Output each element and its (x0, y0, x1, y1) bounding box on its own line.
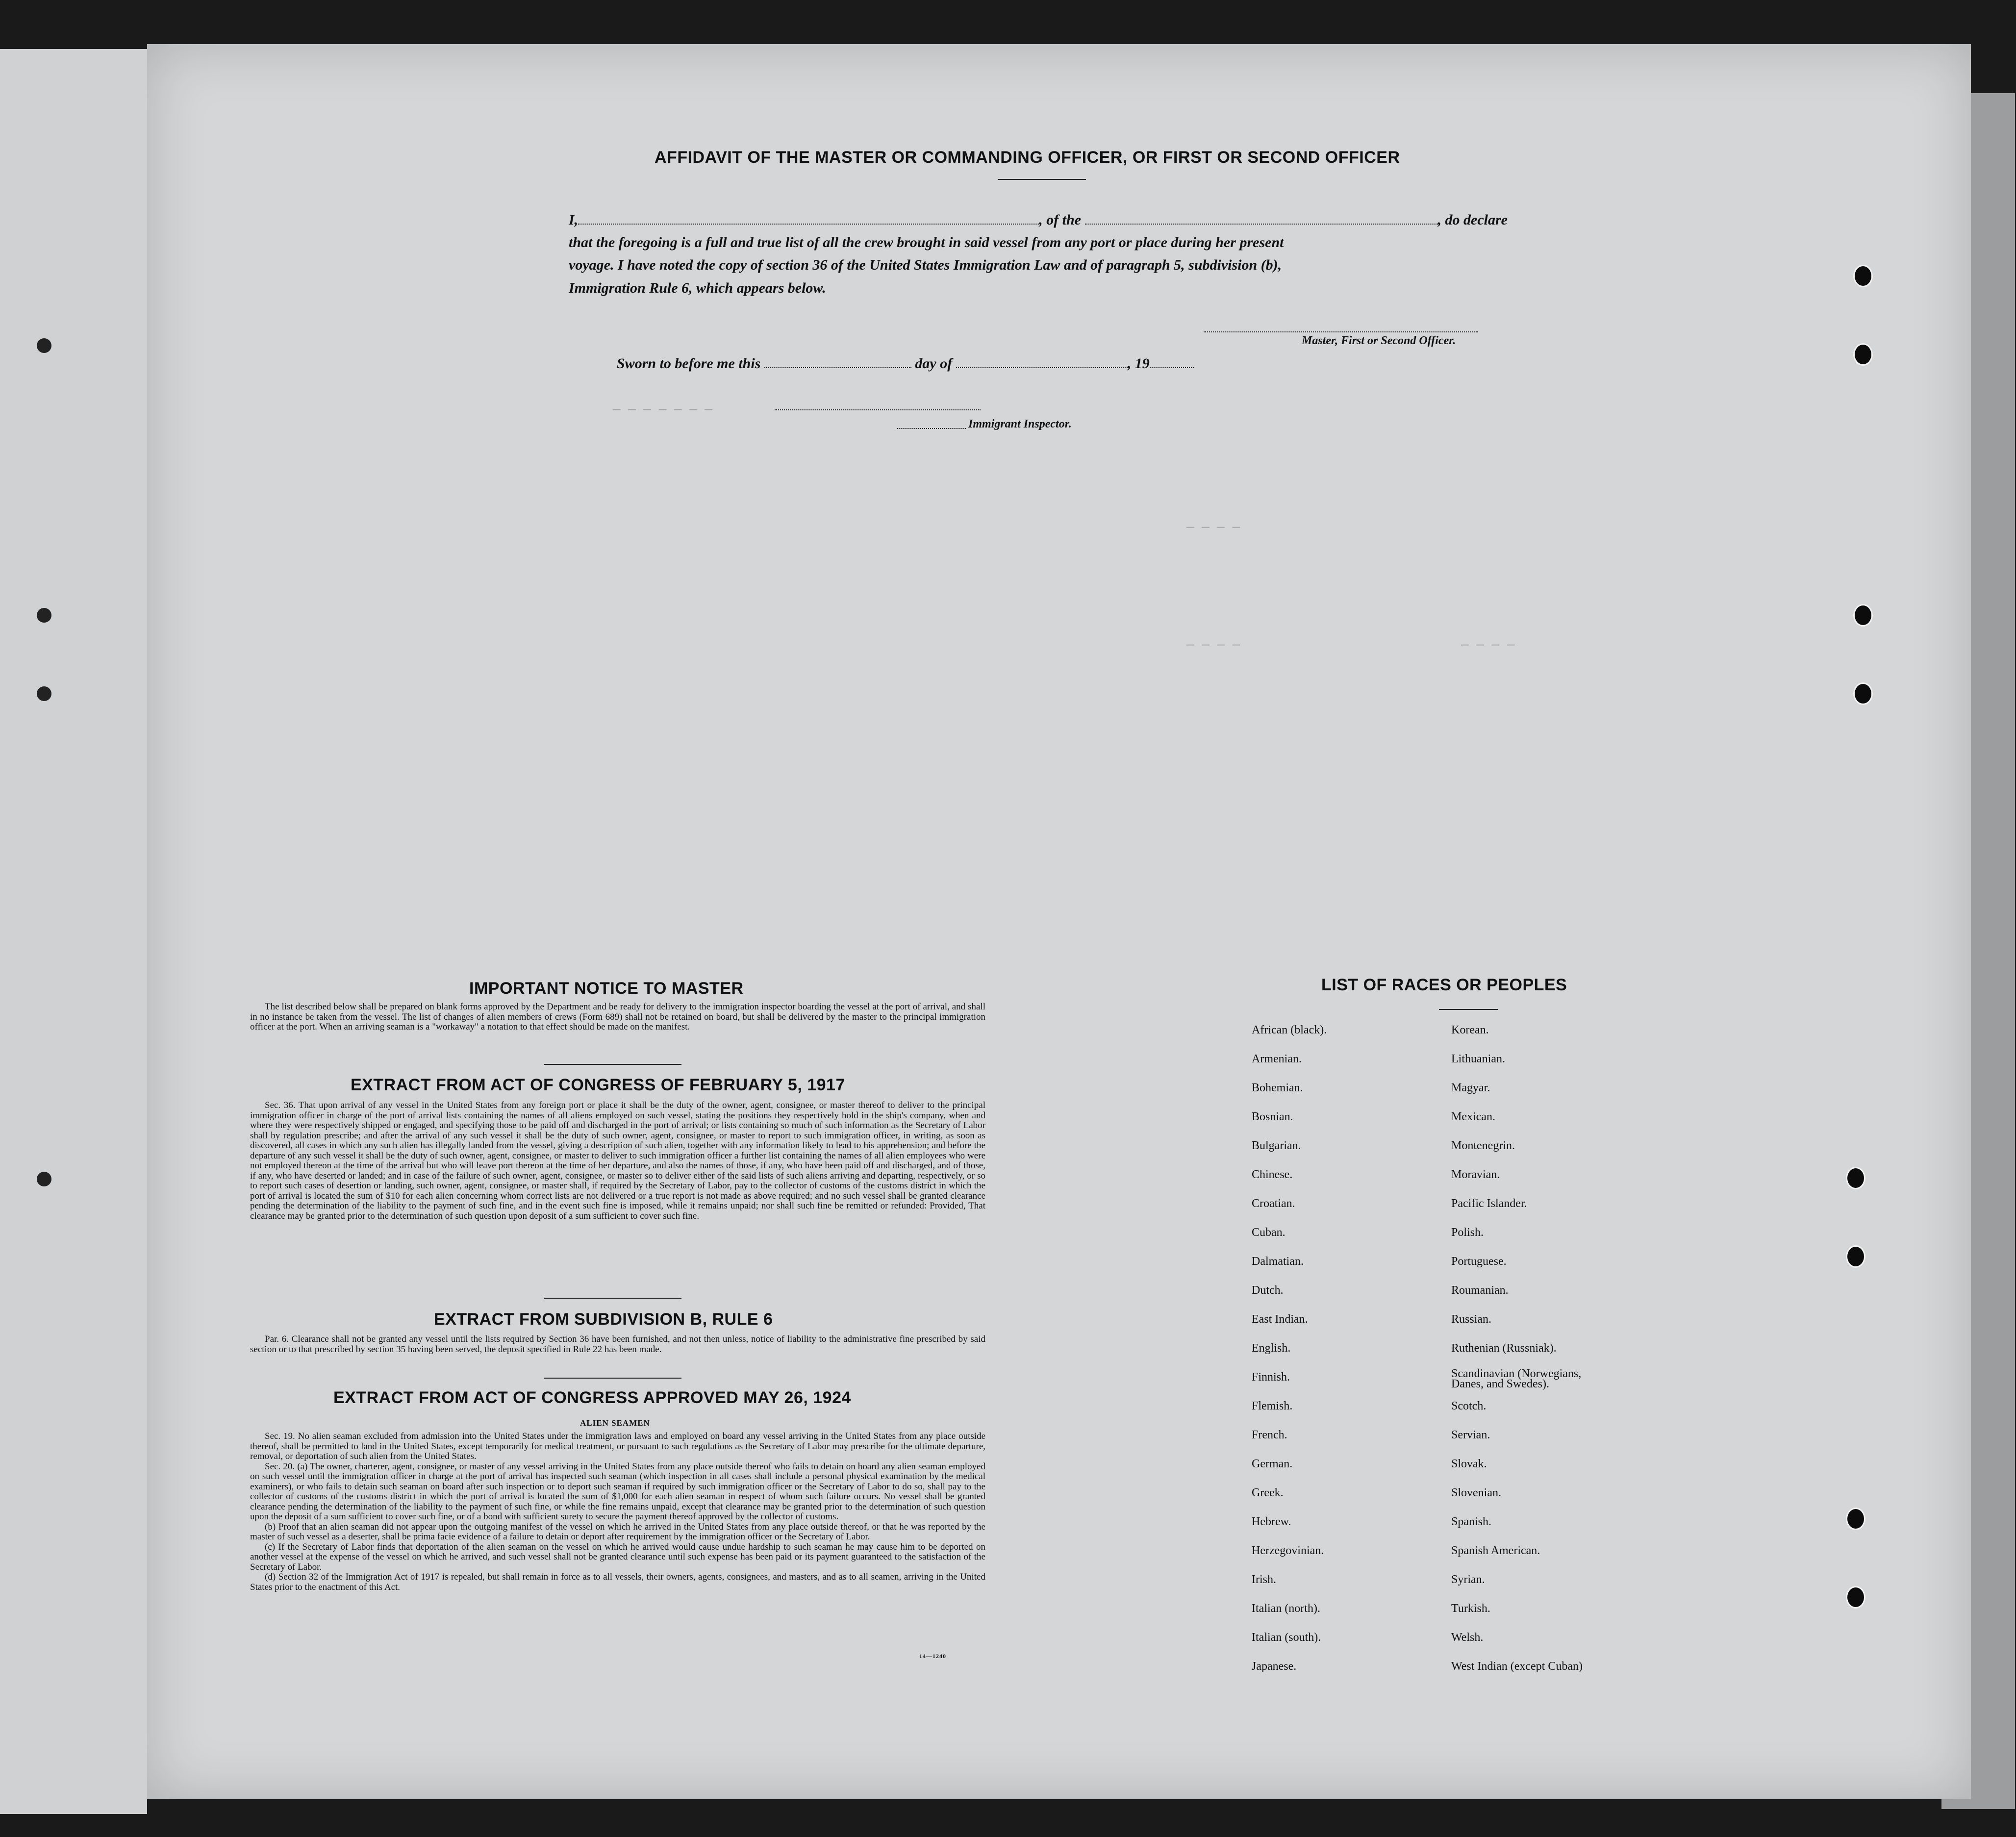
race-item: Croatian. (1252, 1197, 1295, 1210)
affidavit-title: AFFIDAVIT OF THE MASTER OR COMMANDING OFFICER, OR FIRST OR SECOND OFFICER (655, 148, 1400, 167)
extract-1924-paragraph: (b) Proof that an alien seaman did not appear upon the outgoing manifest of the vessel on which he arrived in the United States from any place outside thereof, or that he was reported by the master of such vessel as a deserter, shall be prima facie evidence of a failure to detain or deport after requirement by the immigration officer or the Secretary of Labor. (250, 1521, 985, 1542)
race-item: Chinese. (1252, 1168, 1293, 1181)
race-item: Cuban. (1252, 1226, 1285, 1239)
race-item: Dalmatian. (1252, 1255, 1304, 1268)
binder-hole-icon (1853, 604, 1873, 627)
race-item: Portuguese. (1451, 1255, 1507, 1268)
race-item: Herzegovinian. (1252, 1544, 1324, 1557)
race-item: Welsh. (1451, 1631, 1484, 1644)
race-item: Finnish. (1252, 1371, 1290, 1384)
name-blank[interactable] (578, 213, 1039, 225)
binder-hole-icon (1853, 265, 1873, 287)
race-item: Bulgarian. (1252, 1139, 1301, 1152)
races-divider (1439, 1009, 1498, 1010)
race-item: Russian. (1451, 1313, 1492, 1326)
race-item: Moravian. (1451, 1168, 1500, 1181)
binder-hole-icon (37, 608, 51, 623)
extract-1917-title: EXTRACT FROM ACT OF CONGRESS OF FEBRUARY 5, 1917 (351, 1076, 845, 1094)
race-item: Montenegrin. (1451, 1139, 1515, 1152)
signature-caption: Master, First or Second Officer. (1302, 334, 1456, 347)
bleed-through-marks: — — — — (1186, 520, 1240, 534)
bleed-through-marks: — — — — (1461, 637, 1515, 652)
affidavit-line-4: Immigration Rule 6, which appears below. (569, 280, 826, 296)
bleed-through-marks: — — — — — — — (613, 402, 712, 417)
inspector-line[interactable] (775, 409, 981, 410)
binder-hole-icon (1846, 1167, 1865, 1189)
alien-seamen-subtitle: ALIEN SEAMEN (580, 1418, 650, 1428)
extract-1924-paragraph: (c) If the Secretary of Labor finds that deportation of the alien seaman on the vessel on which he arrived would cause undue hardship to such seaman he may cause him to be deported on another vessel at the expense of the vessel on which he arrived, and such vessel shall not be granted clearance until such expense has been paid or its payment guaranteed to the satisfaction of the Secretary of Labor. (250, 1541, 985, 1572)
sworn-line (617, 355, 1194, 372)
race-item: Spanish. (1451, 1515, 1492, 1528)
extract-1924-paragraph: (d) Section 32 of the Immigration Act of 1917 is repealed, but shall remain in force as to all vessels, their owners, agents, consignees, and masters, and as to all seamen, arriving in the United States prior to the enactment of this Act. (250, 1572, 985, 1592)
extract-1924-text (250, 1432, 985, 1592)
race-item: Mexican. (1451, 1110, 1495, 1123)
race-item: Lithuanian. (1451, 1053, 1505, 1065)
extract-rule6-title: EXTRACT FROM SUBDIVISION B, RULE 6 (434, 1310, 773, 1329)
extract-1917-paragraph: Sec. 36. That upon arrival of any vessel in the United States from any foreign port or place it shall be the duty of the owner, agent, consignee, or master thereof to deliver to the principal immigration officer in charge of the port of arrival lists containing the names of all aliens employed on such vessel, stating the positions they respectively hold in the ship's company, when and where they were respectively shipped or engaged, and specifying those to be paid off and discharged in the port of arrival; or lists containing so much of such information as the Secretary of Labor shall by regulation prescribe; and after the arrival of any such vessel it shall be the duty of such owner, agent, consignee, or master to report to such immigration officer, in writing, as soon as discovered, all cases in which any such alien has illegally landed from the vessel, giving a description of such alien, together with any information likely to lead to his apprehension; and before the departure of any such vessel it shall be the duty of such owner, agent, consignee, or master to deliver to such immigration officer a further list containing the names of all alien employees who were not employed thereon at the time of the arrival but who will leave port thereon at the time of her departure, and also the names of those, if any, who have been paid off and discharged, and of those, if any, who have deserted or landed; and in case of the failure of such owner, agent, consignee, or master so to deliver either of the said lists of such aliens arriving and departing, respectively, or so to report such cases of desertion or landing, such owner, agent, consignee, or master shall, if required by the Secretary of Labor, pay to the collector of customs of the customs district in which the port of arrival is located the sum of $10 for each alien concerning whom correct lists are not delivered or a true report is not made as above required; and no such vessel shall be granted clearance pending the determination of the liability to the payment of such fine, and in the event such fine is imposed, while it remains unpaid; nor shall such fine be remitted or refunded: Provided, That clearance may be granted prior to the determination of such question upon deposit of a sum sufficient to cover such fine. (250, 1100, 985, 1221)
section-divider (544, 1378, 681, 1379)
section-divider (544, 1298, 681, 1299)
race-item: West Indian (except Cuban) (1451, 1660, 1583, 1673)
race-item: Scotch. (1451, 1400, 1487, 1412)
affidavit-i: I, (569, 212, 579, 228)
binder-hole-icon (1846, 1586, 1865, 1609)
race-item: Greek. (1252, 1486, 1284, 1499)
races-title: LIST OF RACES OR PEOPLES (1321, 976, 1567, 994)
extract-1917-text (250, 1101, 985, 1221)
race-item: Magyar. (1451, 1082, 1490, 1094)
race-item: East Indian. (1252, 1313, 1308, 1326)
vessel-blank[interactable] (1085, 213, 1438, 225)
race-item: Scandinavian (Norwegians, (1451, 1367, 1582, 1380)
race-item: Korean. (1451, 1024, 1489, 1036)
sworn-date-blank[interactable] (764, 356, 911, 368)
race-item: African (black). (1252, 1024, 1327, 1036)
extract-rule6-text (250, 1334, 985, 1355)
binder-hole-icon (37, 686, 51, 701)
race-item: Ruthenian (Russniak). (1451, 1342, 1557, 1355)
signature-line[interactable] (1204, 331, 1478, 332)
race-item: Servian. (1451, 1429, 1490, 1441)
inspector-line-2[interactable] (897, 428, 966, 429)
race-item: German. (1252, 1458, 1293, 1470)
underlying-page-left (0, 49, 147, 1814)
title-divider (998, 179, 1086, 180)
race-item: Armenian. (1252, 1053, 1302, 1065)
sworn-prefix: Sworn to before me this (617, 355, 761, 372)
race-item: Slovenian. (1451, 1486, 1501, 1499)
extract-rule6-paragraph: Par. 6. Clearance shall not be granted any vessel until the lists required by Section 36 have been furnished, and not then unless, notice of liability to the administrative fine prescribed by said section or to that prescribed by section 35 having been served, the deposit specified in Rule 22 has been made. (250, 1334, 985, 1355)
bleed-through-marks: — — — — (1186, 637, 1240, 652)
race-item: Syrian. (1451, 1573, 1485, 1586)
binder-hole-icon (37, 338, 51, 353)
affidavit-line-1 (569, 212, 1508, 228)
sworn-year-blank[interactable] (1150, 356, 1194, 368)
race-item: Dutch. (1252, 1284, 1284, 1297)
race-item: Italian (north). (1252, 1602, 1320, 1615)
notice-title: IMPORTANT NOTICE TO MASTER (469, 979, 744, 998)
extract-1924-paragraph: Sec. 20. (a) The owner, charterer, agent, consignee, or master of any vessel arriving in the United States from any place outside thereof who fails to detain on board any alien seaman employed on such vessel until the immigration officer in charge at the port of arrival has inspected such seaman (which inspection in all cases shall include a personal physical examination by the medical examiners), or who fails to detain such seaman on board after such inspection or to deport such seaman if required by such immigration officer or the Secretary of Labor to do so, shall pay to the collector of customs of the customs district in which the port of arrival is located the sum of $1,000 for each alien seaman in respect of whom such failure occurs. No vessel shall be granted clearance pending the determination of the liability to the payment of such fine, or while the fine remains unpaid, except that clearance may be granted prior to the determination of such question upon the deposit of a sum sufficient to cover such fine, or of a bond with sufficient surety to secure the payment thereof approved by the collector of customs. (250, 1461, 985, 1522)
notice-text (250, 1002, 985, 1032)
sworn-year: , 19 (1127, 355, 1150, 372)
extract-1924-title: EXTRACT FROM ACT OF CONGRESS APPROVED MAY 26, 1924 (333, 1388, 851, 1407)
binder-hole-icon (1846, 1245, 1865, 1268)
race-item: French. (1252, 1429, 1287, 1441)
race-item: Danes, and Swedes). (1451, 1378, 1549, 1390)
sworn-month-blank[interactable] (956, 356, 1128, 368)
sworn-day-of: day of (915, 355, 953, 372)
race-item: Polish. (1451, 1226, 1484, 1239)
race-item: Pacific Islander. (1451, 1197, 1527, 1210)
affidavit-line-3: voyage. I have noted the copy of section 36 of the United States Immigration Law and of paragraph 5, subdivision (b), (569, 257, 1282, 273)
race-item: Irish. (1252, 1573, 1276, 1586)
section-divider (544, 1064, 681, 1065)
race-item: Japanese. (1252, 1660, 1297, 1673)
binder-hole-icon (1853, 343, 1873, 366)
race-item: Hebrew. (1252, 1515, 1291, 1528)
race-item: Italian (south). (1252, 1631, 1321, 1644)
race-item: Roumanian. (1451, 1284, 1509, 1297)
race-item: English. (1252, 1342, 1291, 1355)
race-item: Turkish. (1451, 1602, 1490, 1615)
extract-1924-paragraph: Sec. 19. No alien seaman excluded from admission into the United States under the immigration laws and employed on board any vessel arriving in the United States from any place outside thereof, shall be permitted to land in the United States, except temporarily for medical treatment, or pursuant to such regulations as the Secretary of Labor may prescribe for the ultimate departure, removal, or deportation of such alien from the United States. (250, 1431, 985, 1461)
affidavit-line-2: that the foregoing is a full and true list of all the crew brought in said vessel from any port or place during her present (569, 234, 1284, 251)
race-item: Flemish. (1252, 1400, 1293, 1412)
race-item: Slovak. (1451, 1458, 1487, 1470)
affidavit-of-the: , of the (1039, 212, 1082, 228)
race-item: Bohemian. (1252, 1082, 1303, 1094)
race-item: Spanish American. (1451, 1544, 1540, 1557)
race-item: Bosnian. (1252, 1110, 1293, 1123)
inspector-caption: Immigrant Inspector. (968, 418, 1072, 430)
notice-paragraph: The list described below shall be prepared on blank forms approved by the Department and be ready for delivery to the immigration inspector boarding the vessel at the port of arrival, and shall in no instance be taken from the vessel. The list of changes of alien members of crews (Form 689) shall not be retained on board, but shall be delivered by the master to the principal immigration officer at the port. When an arriving seaman is a "workaway" a notation to that effect should be made on the manifest. (250, 1002, 985, 1032)
affidavit-do-declare: , do declare (1437, 212, 1508, 228)
binder-hole-icon (1853, 682, 1873, 705)
binder-hole-icon (37, 1172, 51, 1186)
form-number: 14—1240 (919, 1653, 946, 1660)
binder-hole-icon (1846, 1508, 1865, 1530)
